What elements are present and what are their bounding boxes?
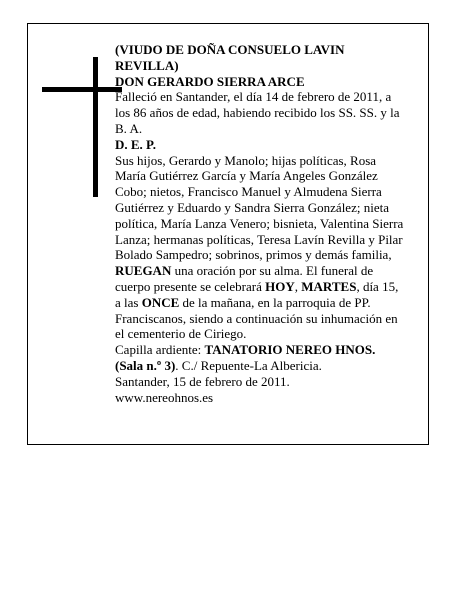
funeral-comma: , — [294, 278, 302, 294]
hoy-text: HOY — [265, 278, 295, 294]
ruegan-text: RUEGAN — [115, 263, 172, 279]
funeral-line-2 — [115, 279, 423, 295]
obituary-notice — [27, 23, 429, 445]
deceased-name: DON GERARDO SIERRA ARCE — [115, 73, 305, 89]
cross-horizontal-bar — [42, 87, 122, 92]
date-line: Santander, 15 de febrero de 2011. — [115, 373, 290, 389]
once-text: ONCE — [141, 294, 180, 310]
funeral-line-1 — [115, 263, 423, 279]
website-text: www.nereohnos.es — [115, 389, 214, 405]
notice-text — [115, 42, 423, 405]
family-text-line: Lanza; hermanas políticas, Teresa Lavín Revilla y Pilar — [115, 231, 403, 247]
death-text-line: B. A. — [115, 120, 143, 136]
funeral-home-name: TANATORIO NEREO HNOS. — [204, 342, 376, 358]
chapel-room: (Sala n.º 3) — [115, 357, 176, 373]
funeral-line-2-end: , día 15, — [356, 278, 399, 294]
chapel-line-2 — [115, 358, 423, 374]
widower-note-line-2: REVILLA) — [115, 57, 179, 73]
dep-text: D. E. P. — [115, 136, 157, 152]
death-text-line: Falleció en Santander, el día 14 de febrero de 2011, a — [115, 89, 392, 105]
funeral-line-1-rest: una oración por su alma. El funeral de — [171, 263, 374, 279]
funeral-line-3-end: de la mañana, en la parroquia de PP. — [179, 294, 371, 310]
family-text-line: Sus hijos, Gerardo y Manolo; hijas políticas, Rosa — [115, 152, 377, 168]
family-text-line: Bolado Sampedro; sobrinos, primos y demás familia, — [115, 247, 392, 263]
chapel-line-1 — [115, 342, 423, 358]
funeral-line-5: el cementerio de Ciriego. — [115, 326, 247, 342]
family-text-line: política, María Lanza Venero; bisnieta, Valentina Sierra — [115, 215, 404, 231]
funeral-line-2-start: cuerpo presente se celebrará — [115, 278, 266, 294]
death-text-line: los 86 años de edad, habiendo recibido los SS. SS. y la — [115, 105, 400, 121]
funeral-line-3-start: a las — [115, 294, 142, 310]
family-text-line: María Gutiérrez García y María Angeles González — [115, 168, 378, 184]
widower-note-line-1: (VIUDO DE DOÑA CONSUELO LAVIN — [115, 42, 345, 57]
chapel-label: Capilla ardiente: — [115, 342, 205, 358]
family-text-line: Cobo; nietos, Francisco Manuel y Almudena Sierra — [115, 184, 382, 200]
funeral-line-3 — [115, 295, 423, 311]
chapel-address: . C./ Repuente-La Albericia. — [175, 357, 322, 373]
family-text-line: Gutiérrez y Eduardo y Sandra Sierra González; nieta — [115, 199, 389, 215]
funeral-line-4: Franciscanos, siendo a continuación su inhumación en — [115, 310, 398, 326]
martes-text: MARTES — [301, 278, 357, 294]
cross-vertical-bar — [93, 57, 98, 197]
